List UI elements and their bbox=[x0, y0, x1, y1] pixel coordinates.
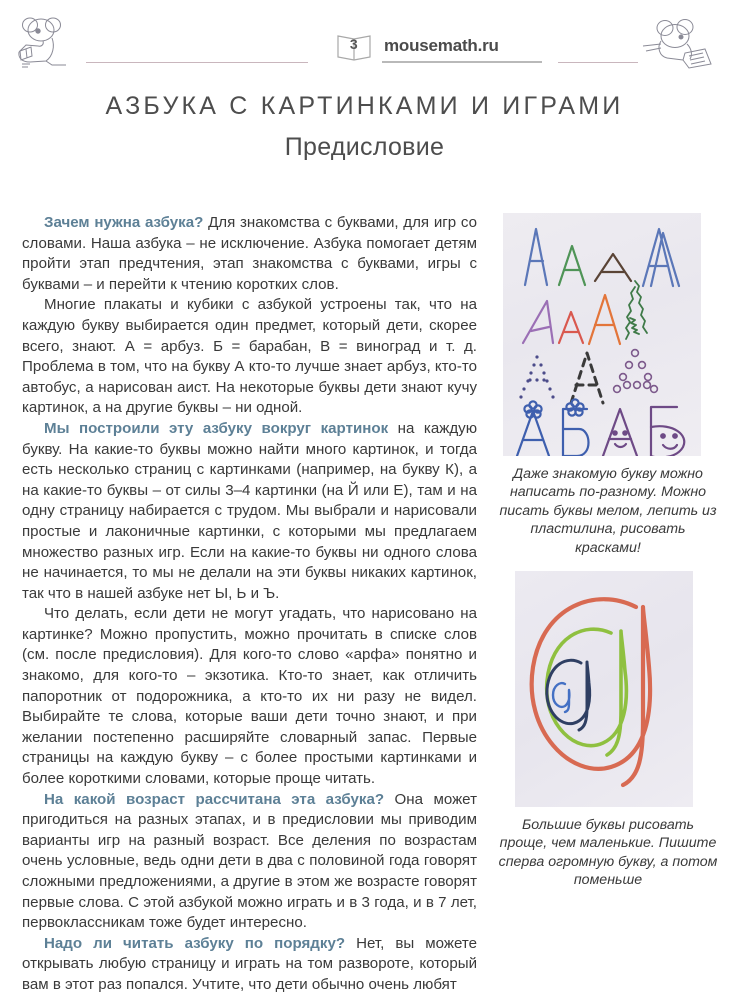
paragraph-lead: Надо ли читать азбуку по порядку? bbox=[44, 934, 346, 952]
paragraph bbox=[22, 419, 477, 604]
figure-column bbox=[497, 213, 719, 890]
paragraph bbox=[22, 213, 477, 295]
paragraph bbox=[22, 790, 477, 934]
header-rule-left bbox=[86, 62, 308, 63]
mouse-with-newspaper-icon bbox=[637, 16, 723, 76]
article-text-column bbox=[22, 213, 477, 996]
paragraph-body: Многие плакаты и кубики с азбукой устроены так, что на каждую букву выбирается один предмет, который дети, скорее всего, знают. А = арбуз. Б = барабан, В = виноград и т. д. Проблема в том, что на букву А кто-то лучше знает арбуз, кто-то автобус, а нарисован аист. На некоторые буквы дети знают кучу картинок, а на другие буквы – ни одной. bbox=[22, 296, 477, 417]
header-rule-right bbox=[558, 62, 638, 63]
figure-caption: Большие буквы рисовать проще, чем маленькие. Пишите сперва огромную букву, а потом поменьше bbox=[498, 817, 718, 889]
figure-caption: Даже знакомую букву можно написать по-разному. Можно писать буквы мелом, лепить из пластилина, рисовать красками! bbox=[499, 466, 717, 556]
paragraph-lead: Мы построили эту азбуку вокруг картинок bbox=[44, 419, 389, 437]
page-header bbox=[0, 0, 729, 86]
page-title: АЗБУКА С КАРТИНКАМИ И ИГРАМИ bbox=[105, 92, 624, 120]
figure-nested-cursive-a bbox=[497, 571, 719, 890]
paragraph-lead: Зачем нужна азбука? bbox=[44, 214, 204, 231]
paragraph-body: Она может пригодиться на разных этапах, и в предисловии мы приводим варианты игр на разный возраст. Все деления по возрастам очень условные, ведь одни дети в два с половиной года говорят сложными предложениями, а другие в этом же возрасте говорят первые слова. С этой азбукой можно играть и в 3 года, и в 7 лет, первоклассникам тоже будет интересно. bbox=[22, 790, 477, 932]
mouse-reading-book-icon bbox=[8, 16, 86, 74]
page-subtitle: Предисловие bbox=[284, 133, 445, 161]
site-name: mousemath.ru bbox=[384, 36, 499, 55]
site-name-underline bbox=[382, 61, 542, 63]
paragraph bbox=[22, 604, 477, 789]
paragraph bbox=[22, 295, 477, 419]
paragraph-body: на каждую букву. На какие-то буквы можно найти много картинок, и тогда есть несколько страниц с картинками (например, на букву К), а на какие-то буквы – от силы 3–4 картинки (на Й или Е), там и на одну страницу набирается с трудом. Мы выбрали и нарисовали простые и лаконичные картинки, с которыми мы предлагаем множество разных игр. Если на какие-то буквы ни одного слова не начинается, то мы не делали на эти буквы никаких картинок, так что в нашей азбуке нет Ы, Ь и Ъ. bbox=[22, 419, 478, 602]
photo-nested-cursive-a bbox=[515, 571, 693, 807]
photo-handwritten-letter-a bbox=[503, 213, 701, 456]
figure-handwritten-letter-a bbox=[497, 213, 719, 557]
paragraph-body: Нет, вы можете открывать любую страницу и играть на том развороте, который вам в этот раз попался. Учтите, что дети обычно очень любят bbox=[22, 934, 477, 993]
paragraph bbox=[22, 934, 477, 996]
paragraph-body: Что делать, если дети не могут угадать, что нарисовано на картинке? Можно пропустить, можно прочитать в списке слов (см. после предисловия). Для кого-то слово «арфа» понятно и знакомо, для кого-то – экзотика. Кто-то знает, как отличить папоротник от подорожника, а кто-то их ни разу не видел. Выбирайте те слова, которые ваши дети точно знают, и при желании постепенно расширяйте словарный запас. Первые страницы на каждую букву – с более простыми картинками и более короткими словами, которые проще читать. bbox=[22, 605, 477, 788]
paragraph-lead: На какой возраст рассчитана эта азбука? bbox=[44, 790, 385, 808]
paragraph-body: Для знакомства с буквами, для игр со словами. Наша азбука – не исключение. Азбука помогает детям пройти этап предчтения, этап знакомства с буквами, игры с буквами – и перейти к чтению коротких слов. bbox=[22, 214, 477, 293]
page-number: 3 bbox=[349, 36, 359, 52]
